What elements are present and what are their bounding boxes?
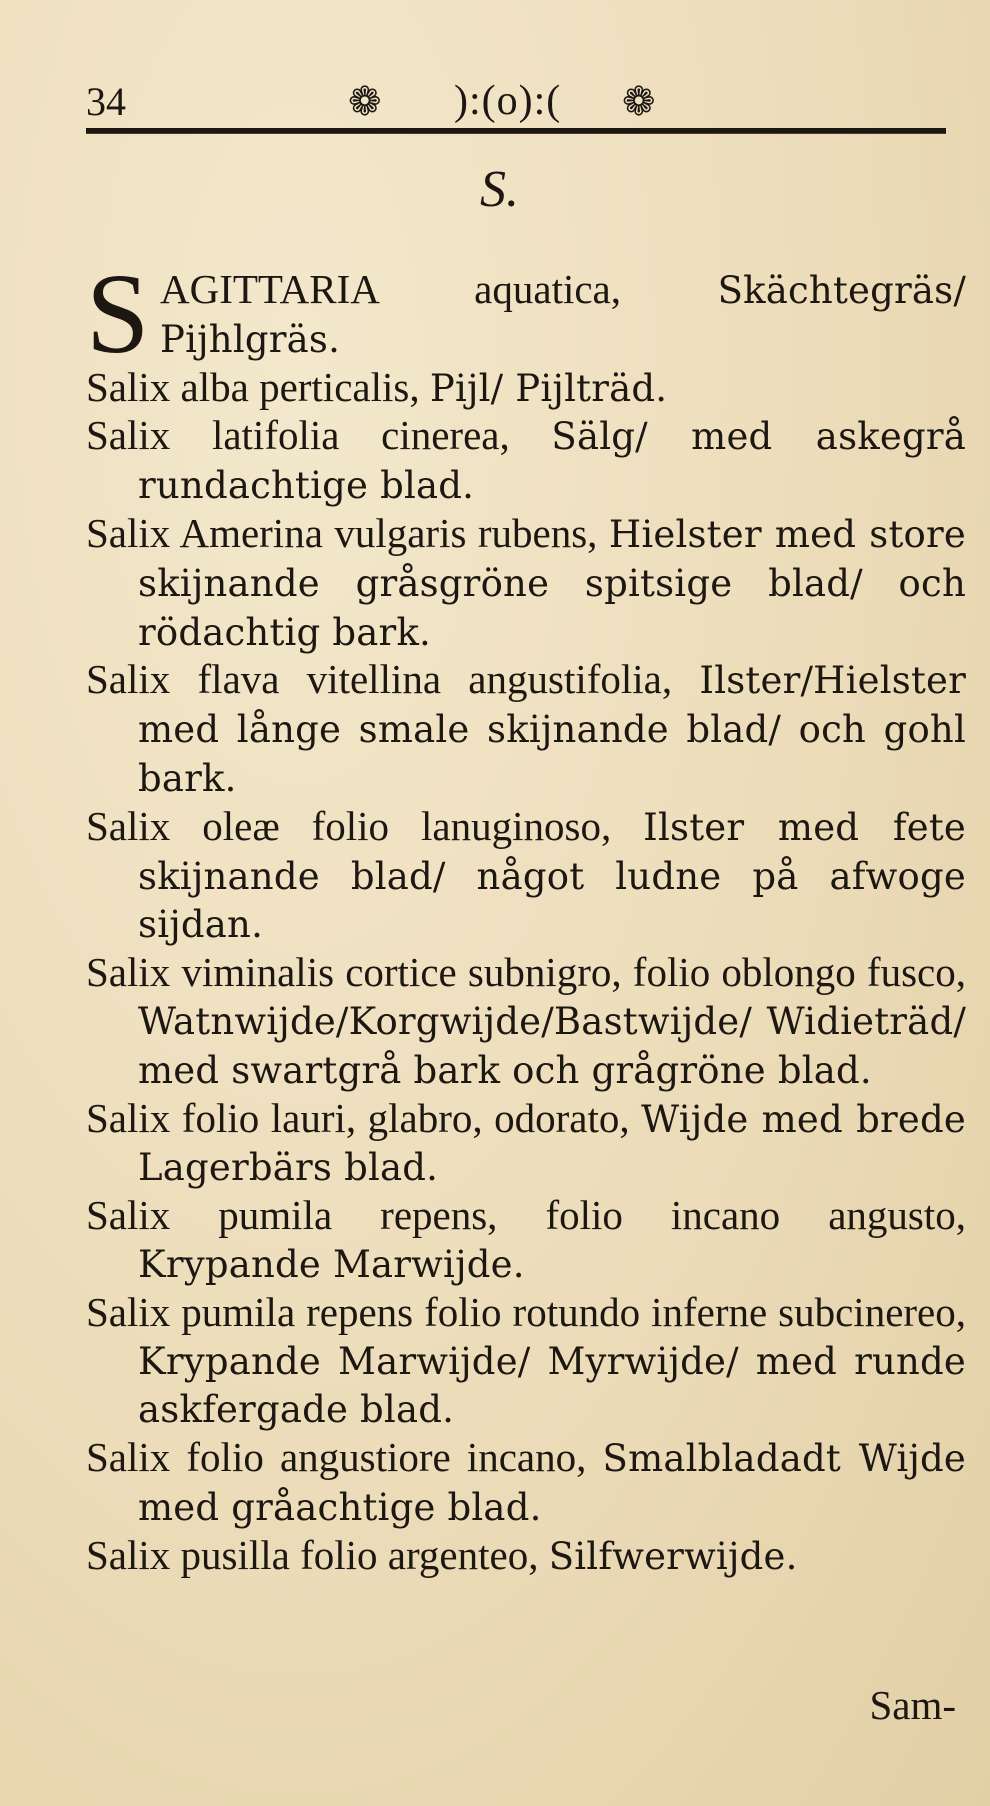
latin-name: Salix alba perticalis,: [86, 363, 420, 410]
swedish-name: Watnwijde/Korgwijde/Bastwijde/ Widieträd/ med swartgrå bark och grågröne blad.: [138, 999, 966, 1092]
swedish-name: Ilster med fete skijnande blad/ något ludne på afwoge sijdan.: [138, 805, 966, 947]
catchword: Sam-: [869, 1682, 956, 1728]
latin-name: AGITTARIA aquatica,: [160, 266, 622, 312]
latin-name: Salix flava vitellina angustifolia,: [86, 656, 673, 703]
entry-list: [86, 250, 967, 1581]
latin-name: Salix pumila repens folio rotundo inferne subcinereo,: [86, 1288, 966, 1335]
swedish-name: Hielster med store skijnande gråsgröne spitsige blad/ och rödachtig bark.: [138, 512, 967, 654]
drop-cap: S: [86, 250, 150, 377]
running-head: ):(o):(: [454, 78, 562, 124]
latin-name: Salix Amerina vulgaris rubens,: [86, 509, 598, 556]
list-item: [86, 510, 966, 656]
swedish-name: Skächtegräs/ Pijhlgräs.: [160, 269, 966, 361]
flower-ornament-icon: ❁: [622, 79, 656, 124]
page-number: 34: [86, 79, 126, 124]
swedish-name: Pijl/ Pijlträd.: [429, 366, 668, 410]
swedish-name: Wijde med brede Lagerbärs blad.: [138, 1097, 966, 1190]
list-item: [86, 1289, 966, 1434]
swedish-name: Silfwerwijde.: [548, 1534, 798, 1578]
swedish-name: Ilster/Hielster med långe smale skijnande blad/ och gohl bark.: [138, 659, 966, 800]
latin-name: Salix latifolia cinerea,: [86, 412, 510, 459]
flower-ornament-icon: ❁: [348, 79, 382, 124]
list-item: [86, 949, 966, 1094]
list-item: [86, 1532, 966, 1581]
latin-name: Salix pusilla folio argenteo,: [86, 1531, 539, 1578]
latin-name: Salix viminalis cortice subnigro, folio oblongo fusco,: [86, 949, 966, 996]
list-item: [86, 250, 966, 377]
list-item: [86, 1095, 966, 1193]
list-item: [86, 656, 966, 802]
swedish-name: Krypande Marwijde/ Myrwijde/ med runde askfergade blad.: [138, 1339, 966, 1432]
latin-name: Salix folio angustiore incano,: [86, 1434, 587, 1481]
swedish-name: Krypande Marwijde.: [138, 1242, 525, 1286]
latin-name: Salix folio lauri, glabro, odorato,: [86, 1094, 630, 1141]
list-item: [86, 1192, 966, 1289]
list-item: [86, 1434, 966, 1532]
list-item: [86, 803, 966, 949]
page-header: [86, 66, 946, 136]
swedish-name: Smalbladadt Wijde med gråachtige blad.: [138, 1437, 967, 1529]
list-item: [86, 412, 966, 510]
swedish-name: Sälg/ med askegrå rundachtige blad.: [138, 415, 967, 508]
latin-name: Salix pumila repens, folio incano angusto,: [86, 1192, 966, 1239]
header-rule: [86, 128, 946, 134]
section-letter: S.: [480, 161, 519, 218]
latin-name: Salix oleæ folio lanuginoso,: [86, 802, 612, 849]
list-item: [86, 364, 966, 413]
